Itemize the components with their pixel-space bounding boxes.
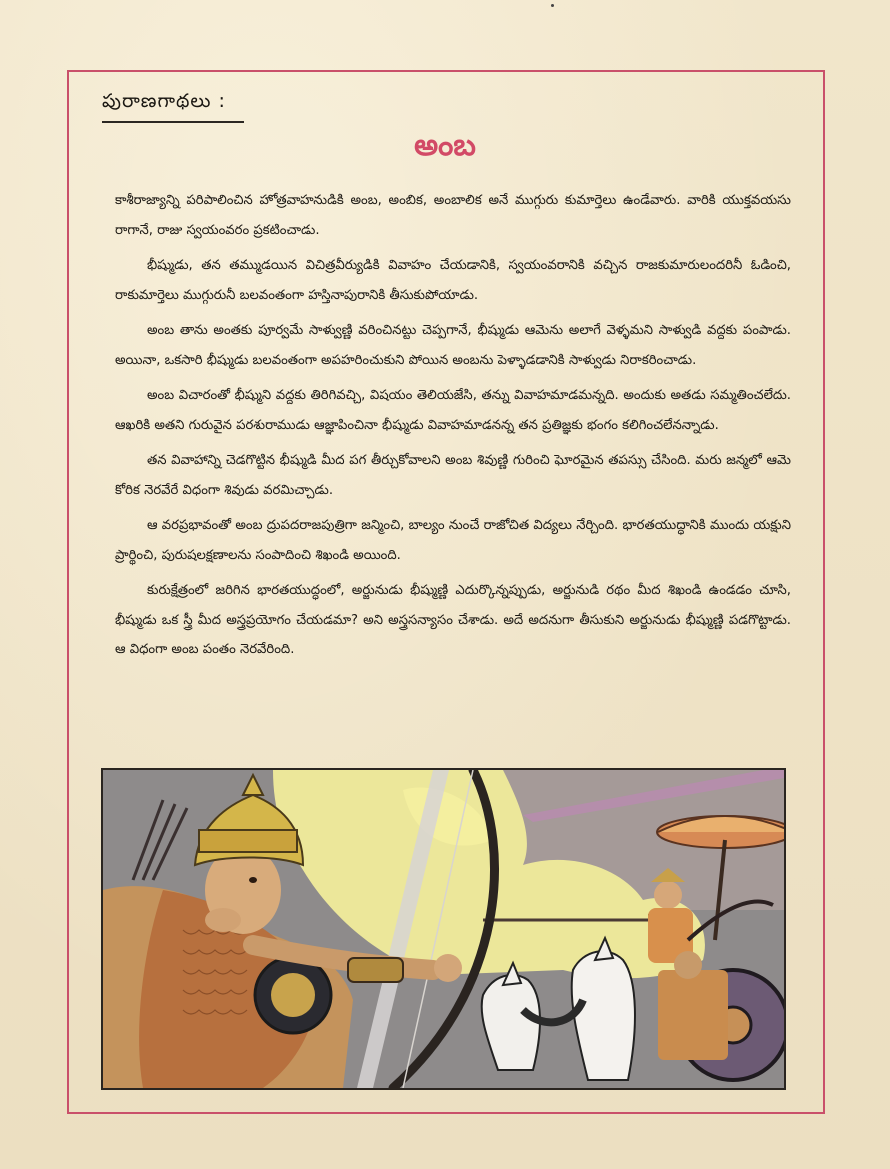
paragraph: ఆ వరప్రభావంతో అంబ ద్రుపదరాజపుత్రిగా జన్మించి, బాల్యం నుంచే రాజోచిత విద్యలు నేర్చింది. భారతయుద్ధానికి ముందు యక్షుని ప్రార్థించి, పురుషలక్షణాలను సంపాదించి శిఖండి అయింది. <box>115 518 791 563</box>
paragraph: కురుక్షేత్రంలో జరిగిన భారతయుద్ధంలో, అర్జునుడు భీష్ముణ్ణి ఎదుర్కొన్నప్పుడు, అర్జునుడి రథం మీద శిఖండి ఉండడం చూసి, భీష్ముడు ఒక స్త్రీ మీద అస్త్రప్రయోగం చేయడమా? అని అస్త్రసన్యాసం చేశాడు. అదే అదనుగా తీసుకుని అర్జునుడు భీష్ముణ్ణి పడగొట్టాడు. ఆ విధంగా అంబ పంతం నెరవేరింది. <box>115 583 791 657</box>
section-label: పురాణగాథలు : <box>102 90 244 123</box>
print-speck <box>551 4 554 7</box>
story-body <box>115 186 791 671</box>
battle-illustration <box>101 768 786 1090</box>
paragraph: తన వివాహాన్ని చెడగొట్టిన భీష్ముడి మీద పగ తీర్చుకోవాలని అంబ శివుణ్ణి గురించి ఘోరమైన తపస్సు చేసింది. మరు జన్మలో ఆమె కోరిక నెరవేరే విధంగా శివుడు వరమిచ్చాడు. <box>115 453 791 498</box>
paragraph: అంబ తాను అంతకు పూర్వమే సాళ్వుణ్ణి వరించినట్టు చెప్పగానే, భీష్ముడు ఆమెను అలాగే వెళ్ళమని సాళ్వుడి వద్దకు పంపాడు. అయినా, ఒకసారి భీష్ముడు బలవంతంగా అపహరించుకుని పోయిన అంబను పెళ్ళాడడానికి సాళ్వుడు నిరాకరించాడు. <box>115 323 791 368</box>
paragraph: భీష్ముడు, తన తమ్ముడయిన విచిత్రవీర్యుడికి వివాహం చేయడానికి, స్వయంవరానికి వచ్చిన రాజకుమారులందరినీ ఓడించి, రాకుమార్తెలు ముగ్గురునీ బలవంతంగా హస్తినాపురానికి తీసుకుపోయాడు. <box>115 258 791 303</box>
paragraph: కాశీరాజ్యాన్ని పరిపాలించిన హోత్రవాహనుడికి అంబ, అంబిక, అంబాలిక అనే ముగ్గురు కుమార్తెలు ఉండేవారు. వారికి యుక్తవయసు రాగానే, రాజు స్వయంవరం ప్రకటించాడు. <box>115 193 791 238</box>
illustration-art <box>103 770 784 1088</box>
paragraph: అంబ విచారంతో భీష్ముని వద్దకు తిరిగివచ్చి, విషయం తెలియజేసి, తన్ను వివాహమాడమన్నది. అందుకు అతడు సమ్మతించలేదు. ఆఖరికి అతని గురువైన పరశురాముడు ఆజ్ఞాపించినా భీష్ముడు వివాహమాడనన్న తన ప్రతిజ్ఞకు భంగం కలిగించలేనన్నాడు. <box>115 388 791 433</box>
story-title: అంబ <box>414 128 476 163</box>
